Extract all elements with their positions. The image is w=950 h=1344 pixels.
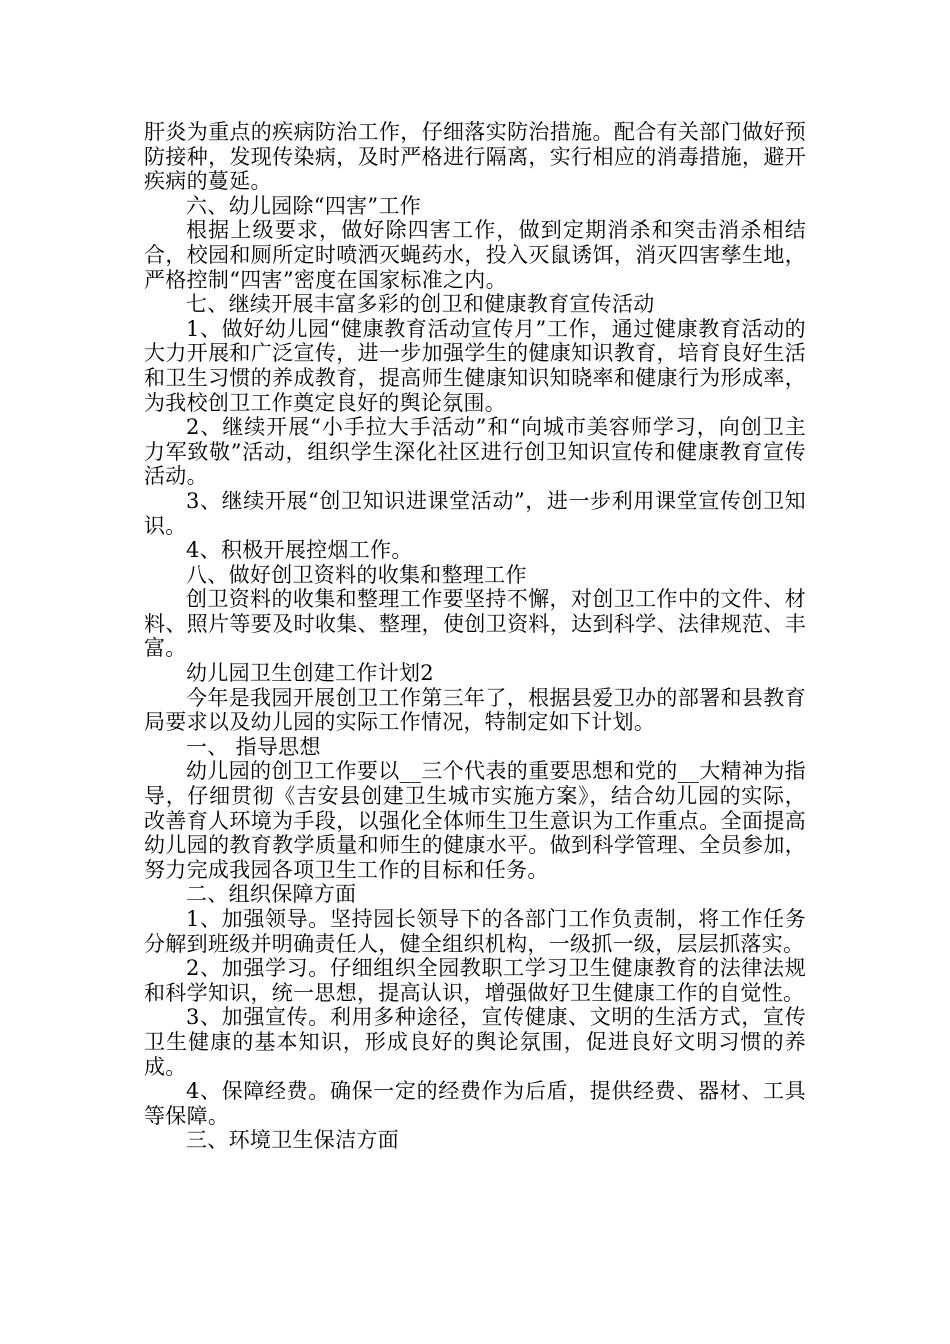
paragraph-org-item-4: 4、保障经费。确保一定的经费作为后盾，提供经费、器材、工具等保障。 [144,1079,806,1128]
paragraph-guiding-thought: 幼儿园的创卫工作要以__三个代表的重要思想和党的__大精神为指导，仔细贯彻《吉安县创建卫生城市实施方案》，结合幼儿园的实际，改善育人环境为手段，以强化全体师生卫生意识为工作重点。全面提高幼儿园的教育教学质量和师生的健康水平。做到科学管理、全员参加，努力完成我园各项卫生工作的目标和任务。 [144,759,806,882]
heading-environment: 三、环境卫生保洁方面 [186,1128,399,1153]
heading-section-6: 六、幼儿园除“四害”工作 [186,193,422,218]
heading-section-8: 八、做好创卫资料的收集和整理工作 [186,562,527,587]
heading-guiding-thought: 一、 指导思想 [186,734,321,759]
paragraph-records: 创卫资料的收集和整理工作要坚持不懈，对创卫工作中的文件、材料、照片等要及时收集、整理，使创卫资料，达到科学、法律规范、丰富。 [144,587,806,661]
paragraph-item-2: 2、继续开展“小手拉大手活动”和“向城市美容师学习，向创卫主力军致敬”活动，组织学生深化社区进行创卫知识宣传和健康教育宣传活动。 [144,415,806,489]
paragraph-org-item-2: 2、加强学习。仔细组织全园教职工学习卫生健康教育的法律法规和科学知识，统一思想，提高认识，增强做好卫生健康工作的自觉性。 [144,956,806,1005]
paragraph-item-4: 4、积极开展控烟工作。 [186,538,413,563]
heading-plan-2: 幼儿园卫生创建工作计划2 [186,661,434,686]
paragraph-item-1: 1、做好幼儿园“健康教育活动宣传月”工作，通过健康教育活动的大力开展和广泛宣传，进一步加强学生的健康知识教育，培育良好生活和卫生习惯的养成教育，提高师生健康知识知晓率和健康行为形成率，为我校创卫工作奠定良好的舆论氛围。 [144,316,806,415]
paragraph-org-item-1: 1、加强领导。坚持园长领导下的各部门工作负责制，将工作任务分解到班级并明确责任人，健全组织机构，一级抓一级，层层抓落实。 [144,907,806,956]
document-page [144,120,806,1153]
heading-section-7: 七、继续开展丰富多彩的创卫和健康教育宣传活动 [186,292,655,317]
paragraph-plan-intro: 今年是我园开展创卫工作第三年了，根据县爱卫办的部署和县教育局要求以及幼儿园的实际工作情况，特制定如下计划。 [144,685,806,735]
paragraph-pest-control: 根据上级要求，做好除四害工作，做到定期消杀和突击消杀相结合，校园和厕所定时喷洒灭蝇药水，投入灭鼠诱饵，消灭四害孳生地，严格控制“四害”密度在国家标准之内。 [144,218,806,292]
paragraph-disease-prevention: 肝炎为重点的疾病防治工作，仔细落实防治措施。配合有关部门做好预防接种，发现传染病，及时严格进行隔离，实行相应的消毒措施，避开疾病的蔓延。 [144,120,806,194]
heading-organization: 二、组织保障方面 [186,882,357,907]
paragraph-org-item-3: 3、加强宣传。利用多种途径，宣传健康、文明的生活方式，宣传卫生健康的基本知识，形成良好的舆论氛围，促进良好文明习惯的养成。 [144,1005,806,1079]
paragraph-item-3: 3、继续开展“创卫知识进课堂活动”，进一步利用课堂宣传创卫知识。 [144,488,806,538]
